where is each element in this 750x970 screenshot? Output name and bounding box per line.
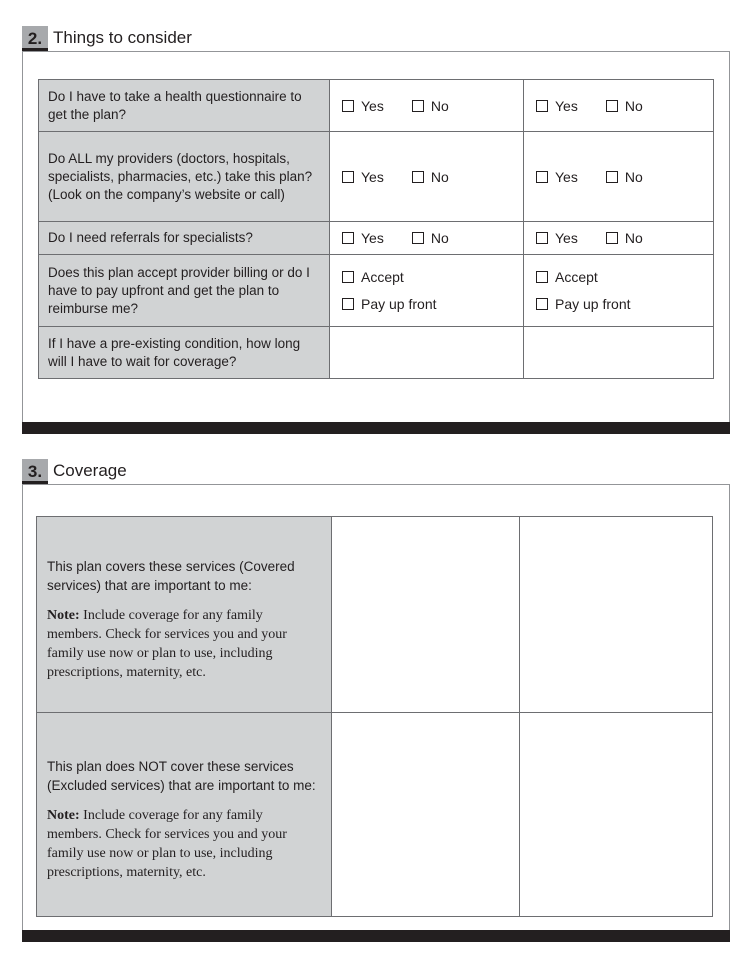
checkbox-icon — [342, 298, 354, 310]
checkbox-icon — [536, 100, 548, 112]
plan-1-answer — [330, 132, 524, 222]
checkbox-icon — [536, 271, 548, 283]
question-cell: Do I have to take a health questionnaire to get the plan? — [39, 80, 330, 132]
pay-up-front-checkbox[interactable]: Pay up front — [536, 296, 713, 312]
question-cell: Do I need referrals for specialists? — [39, 222, 330, 255]
yes-checkbox[interactable]: Yes — [342, 230, 384, 246]
plan-2-answer-field[interactable] — [524, 327, 714, 379]
table-row — [39, 222, 714, 255]
accept-checkbox[interactable]: Accept — [342, 269, 523, 285]
plan-1-covered-field[interactable] — [332, 517, 520, 713]
table-row — [39, 132, 714, 222]
table-row — [39, 80, 714, 132]
plan-2-answer — [524, 222, 714, 255]
checkbox-icon — [536, 298, 548, 310]
question-cell: Does this plan accept provider billing or do I have to pay upfront and get the plan to reimburse me? — [39, 255, 330, 327]
covered-services-cell — [37, 517, 332, 713]
plan-2-covered-field[interactable] — [520, 517, 713, 713]
table-row — [39, 255, 714, 327]
table-row — [37, 713, 713, 917]
checkbox-icon — [412, 171, 424, 183]
checkbox-icon — [342, 232, 354, 244]
no-checkbox[interactable]: No — [412, 169, 449, 185]
no-checkbox[interactable]: No — [412, 98, 449, 114]
no-checkbox[interactable]: No — [412, 230, 449, 246]
yes-checkbox[interactable]: Yes — [342, 169, 384, 185]
checkbox-icon — [412, 100, 424, 112]
plan-2-excluded-field[interactable] — [520, 713, 713, 917]
checkbox-icon — [606, 100, 618, 112]
no-checkbox[interactable]: No — [606, 169, 643, 185]
section-bottom-bar — [22, 930, 730, 942]
yes-checkbox[interactable]: Yes — [342, 98, 384, 114]
section-things-to-consider — [22, 26, 730, 436]
plan-1-answer — [330, 80, 524, 132]
excluded-services-cell — [37, 713, 332, 917]
coverage-table — [36, 516, 713, 917]
plan-2-answer — [524, 132, 714, 222]
no-checkbox[interactable]: No — [606, 230, 643, 246]
section-header — [22, 459, 730, 487]
checkbox-icon — [342, 100, 354, 112]
plan-1-answer — [330, 255, 524, 327]
accept-checkbox[interactable]: Accept — [536, 269, 713, 285]
question-cell: If I have a pre-existing condition, how long will I have to wait for coverage? — [39, 327, 330, 379]
table-row — [37, 517, 713, 713]
checkbox-icon — [412, 232, 424, 244]
plan-2-answer — [524, 80, 714, 132]
plan-1-answer — [330, 222, 524, 255]
considerations-table — [38, 79, 714, 379]
checkbox-icon — [342, 171, 354, 183]
checkbox-icon — [342, 271, 354, 283]
checkbox-icon — [606, 232, 618, 244]
plan-1-answer-field[interactable] — [330, 327, 524, 379]
plan-2-answer — [524, 255, 714, 327]
section-number: 2. — [22, 26, 48, 54]
section-bottom-bar — [22, 422, 730, 434]
yes-checkbox[interactable]: Yes — [536, 230, 578, 246]
yes-checkbox[interactable]: Yes — [536, 98, 578, 114]
note-text: Note: Include coverage for any family members. Check for services you and your family use now or plan to use, including prescriptions, maternity, etc. — [47, 608, 287, 680]
note-text: Note: Include coverage for any family members. Check for services you and your family use now or plan to use, including prescriptions, maternity, etc. — [47, 808, 287, 880]
section-title: Things to consider — [53, 28, 192, 47]
checkbox-icon — [536, 232, 548, 244]
question-text: This plan does NOT cover these services (Excluded services) that are important to me: — [47, 759, 316, 793]
section-number: 3. — [22, 459, 48, 487]
section-coverage — [22, 459, 730, 944]
section-header — [22, 26, 730, 54]
yes-checkbox[interactable]: Yes — [536, 169, 578, 185]
pay-up-front-checkbox[interactable]: Pay up front — [342, 296, 523, 312]
checkbox-icon — [536, 171, 548, 183]
section-title: Coverage — [53, 461, 127, 480]
table-row — [39, 327, 714, 379]
no-checkbox[interactable]: No — [606, 98, 643, 114]
question-cell: Do ALL my providers (doctors, hospitals, specialists, pharmacies, etc.) take this plan? (Look on the company’s website or call) — [39, 132, 330, 222]
question-text: This plan covers these services (Covered services) that are important to me: — [47, 559, 295, 593]
plan-1-excluded-field[interactable] — [332, 713, 520, 917]
checkbox-icon — [606, 171, 618, 183]
